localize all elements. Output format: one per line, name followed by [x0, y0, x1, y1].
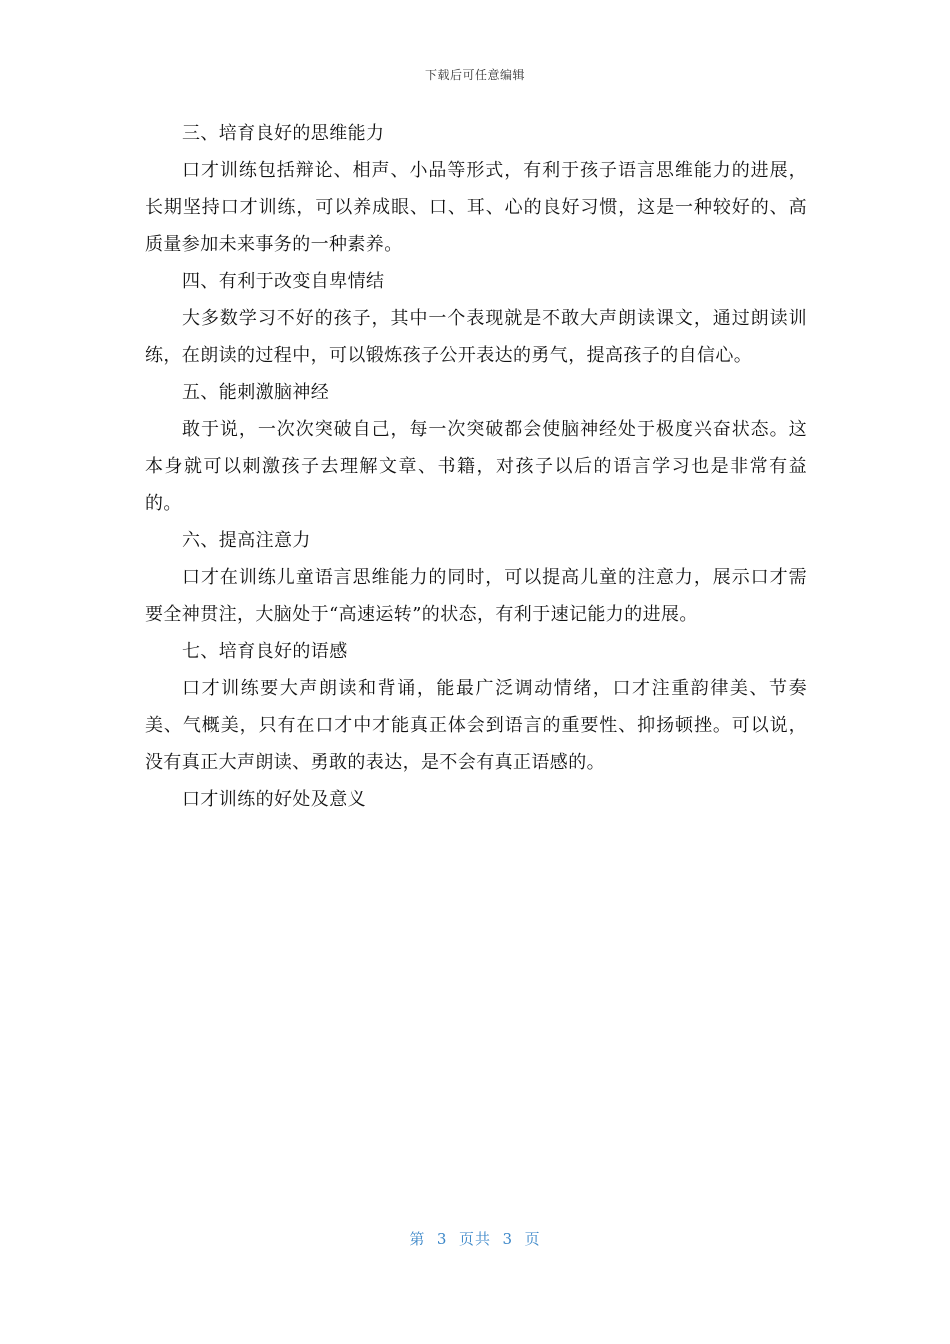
section-body-7: 口才训练要大声朗读和背诵，能最广泛调动情绪，口才注重韵律美、节奏美、气概美，只有在口才中才能真正体会到语言的重要性、抑扬顿挫。可以说，没有真正大声朗读、勇敢的表达，是不会有真正语感的。 [145, 678, 807, 773]
page-number: 第 3 页共 3 页 [409, 1230, 541, 1248]
document-body [145, 115, 807, 818]
section-heading-7: 七、培育良好的语感 [182, 641, 348, 662]
section-body-3: 口才训练包括辩论、相声、小品等形式，有利于孩子语言思维能力的进展，长期坚持口才训练，可以养成眼、口、耳、心的良好习惯，这是一种较好的、高质量参加未来事务的一种素养。 [145, 160, 807, 255]
header-note: 下载后可任意编辑 [424, 68, 525, 82]
section-heading-3: 三、培育良好的思维能力 [182, 123, 385, 144]
closing-line: 口才训练的好处及意义 [182, 789, 366, 810]
section-heading-6: 六、提高注意力 [182, 530, 311, 551]
section-body-5: 敢于说，一次次突破自己，每一次突破都会使脑神经处于极度兴奋状态。这本身就可以刺激孩子去理解文章、书籍，对孩子以后的语言学习也是非常有益的。 [145, 419, 807, 514]
section-heading-4: 四、有利于改变自卑情结 [182, 271, 385, 292]
section-body-6: 口才在训练儿童语言思维能力的同时，可以提高儿童的注意力，展示口才需要全神贯注，大脑处于“高速运转”的状态，有利于速记能力的进展。 [145, 567, 807, 625]
section-body-4: 大多数学习不好的孩子，其中一个表现就是不敢大声朗读课文，通过朗读训练，在朗读的过程中，可以锻炼孩子公开表达的勇气，提高孩子的自信心。 [145, 308, 807, 366]
section-heading-5: 五、能刺激脑神经 [182, 382, 330, 403]
